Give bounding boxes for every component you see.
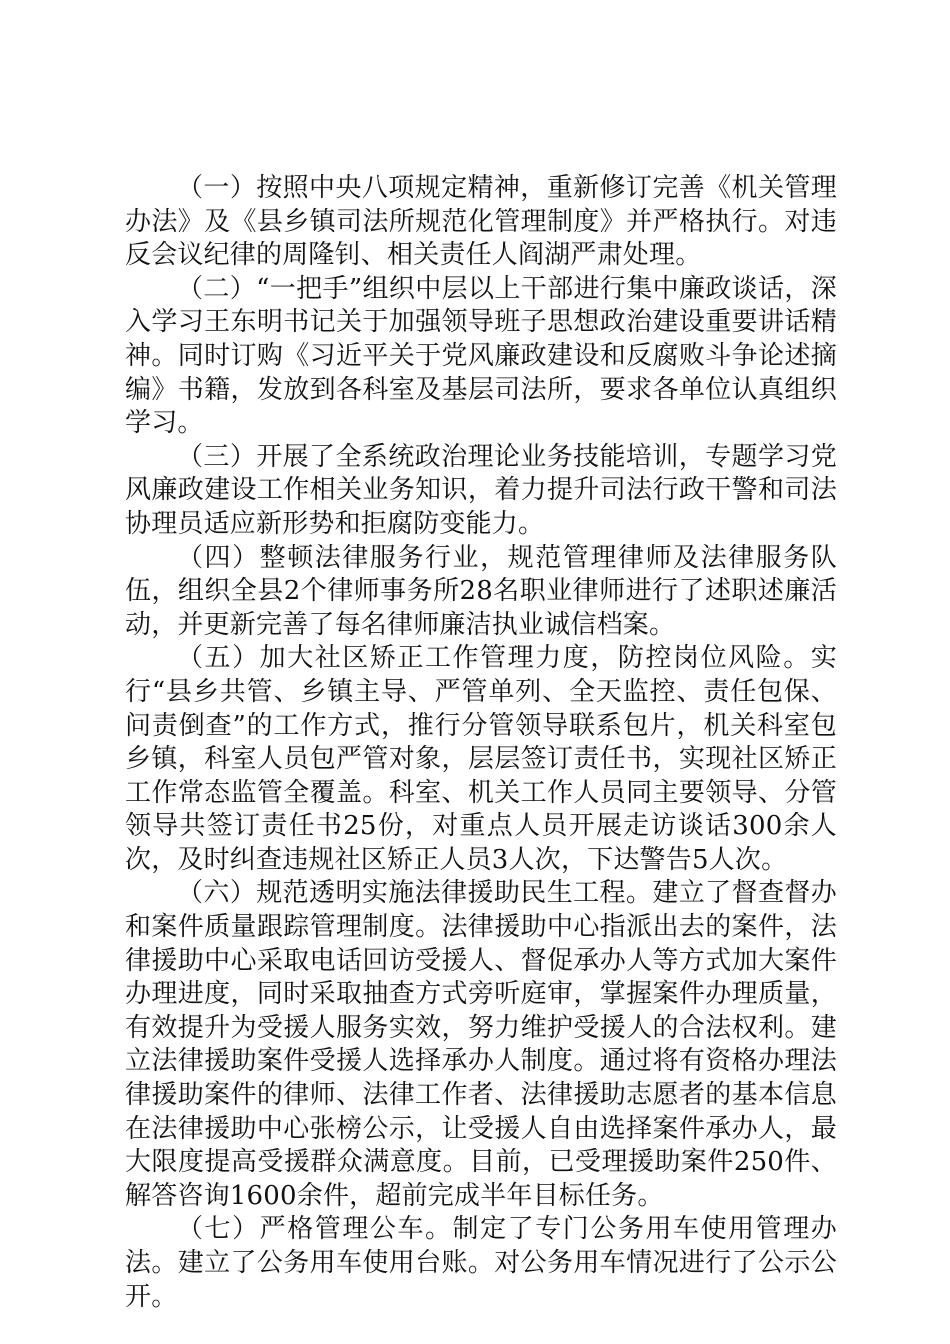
paragraph-6: （六）规范透明实施法律援助民生工程。建立了督查督办和案件质量跟踪管理制度。法律援助中心指派出去的案件，法律援助中心采取电话回访受援人、督促承办人等方式加大案件办理进度，同时采取抽查方式旁听庭审，掌握案件办理质量，有效提升为受援人服务实效，努力维护受援人的合法权利。建立法律援助案件受援人选择承办人制度。通过将有资格办理法律援助案件的律师、法律工作者、法律援助志愿者的基本信息在法律援助中心张榜公示，让受援人自由选择案件承办人，最大限度提高受援群众满意度。目前，已受理援助案件250件、解答咨询1600余件，超前完成半年目标任务。 xyxy=(125,878,837,1211)
paragraph-3: （三）开展了全系统政治理论业务技能培训，专题学习党风廉政建设工作相关业务知识，着力提升司法行政干警和司法协理员适应新形势和拒腐防变能力。 xyxy=(125,441,837,539)
paragraph-2: （二）“一把手”组织中层以上干部进行集中廉政谈话，深入学习王东明书记关于加强领导班子思想政治建设重要讲话精神。同时订购《习近平关于党风廉政建设和反腐败斗争论述摘编》书籍，发放到各科室及基层司法所，要求各单位认真组织学习。 xyxy=(125,273,837,439)
document-body xyxy=(125,172,837,1314)
paragraph-4: （四）整顿法律服务行业，规范管理律师及法律服务队伍，组织全县2个律师事务所28名职业律师进行了述职述廉活动，并更新完善了每名律师廉洁执业诚信档案。 xyxy=(125,542,837,640)
paragraph-1: （一）按照中央八项规定精神，重新修订完善《机关管理办法》及《县乡镇司法所规范化管理制度》并严格执行。对违反会议纪律的周隆钊、相关责任人阎湖严肃处理。 xyxy=(125,173,837,271)
paragraph-5: （五）加大社区矫正工作管理力度，防控岗位风险。实行“县乡共管、乡镇主导、严管单列、全天监控、责任包保、问责倒查”的工作方式，推行分管领导联系包片，机关科室包乡镇，科室人员包严管对象，层层签订责任书，实现社区矫正工作常态监管全覆盖。科室、机关工作人员同主要领导、分管领导共签订责任书25份，对重点人员开展走访谈话300余人次，及时纠查违规社区矫正人员3人次，下达警告5人次。 xyxy=(125,643,837,875)
paragraph-7: （七）严格管理公车。制定了专门公务用车使用管理办法。建立了公务用车使用台账。对公务用车情况进行了公示公开。 xyxy=(125,1214,837,1312)
